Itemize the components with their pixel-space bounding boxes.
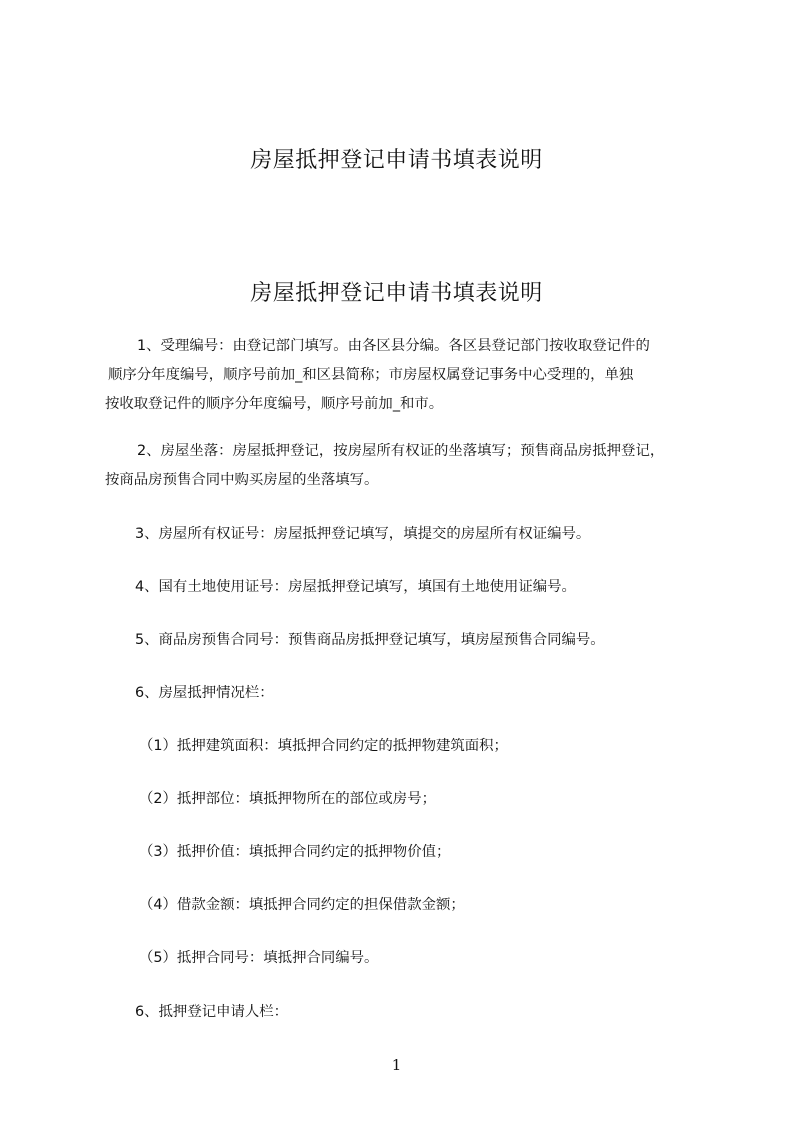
- sub-item: （2）抵押部位：填抵押物所在的部位或房号；: [139, 791, 436, 807]
- item-1-line: 1、受理编号：由登记部门填写。由各区县分编。各区县登记部门按收取登记件的: [137, 338, 650, 354]
- item-2-line: 按商品房预售合同中购买房屋的坐落填写。: [105, 472, 379, 488]
- document-title: 房屋抵押登记申请书填表说明: [250, 281, 543, 306]
- item-6b: 6、抵押登记申请人栏：: [135, 1004, 289, 1020]
- item-3: 3、房屋所有权证号：房屋抵押登记填写，填提交的房屋所有权证编号。: [135, 526, 591, 542]
- header-title: 房屋抵押登记申请书填表说明: [250, 148, 543, 173]
- item-2-paragraph: [105, 437, 725, 495]
- item-2-line: 2、房屋坐落：房屋抵押登记，按房屋所有权证的坐落填写；预售商品房抵押登记，: [137, 443, 665, 459]
- page-number: 1: [391, 1056, 402, 1074]
- sub-item: （4）借款金额：填抵押合同约定的担保借款金额；: [139, 897, 465, 913]
- item-6: 6、房屋抵押情况栏：: [135, 685, 274, 701]
- item-1-line: 顺序分年度编号，顺序号前加_和区县简称；市房屋权属登记事务中心受理的，单独: [108, 367, 634, 383]
- sub-item: （1）抵押建筑面积：填抵押合同约定的抵押物建筑面积；: [139, 738, 508, 754]
- item-4: 4、国有土地使用证号：房屋抵押登记填写，填国有土地使用证编号。: [135, 579, 576, 595]
- sub-item: （5）抵押合同号：填抵押合同编号。: [139, 950, 379, 966]
- item-1-paragraph: [105, 332, 725, 419]
- item-1-line: 按收取登记件的顺序分年度编号，顺序号前加_和市。: [105, 396, 444, 412]
- item-5: 5、商品房预售合同号：预售商品房抵押登记填写，填房屋预售合同编号。: [135, 632, 605, 648]
- sub-item: （3）抵押价值：填抵押合同约定的抵押物价值；: [139, 844, 451, 860]
